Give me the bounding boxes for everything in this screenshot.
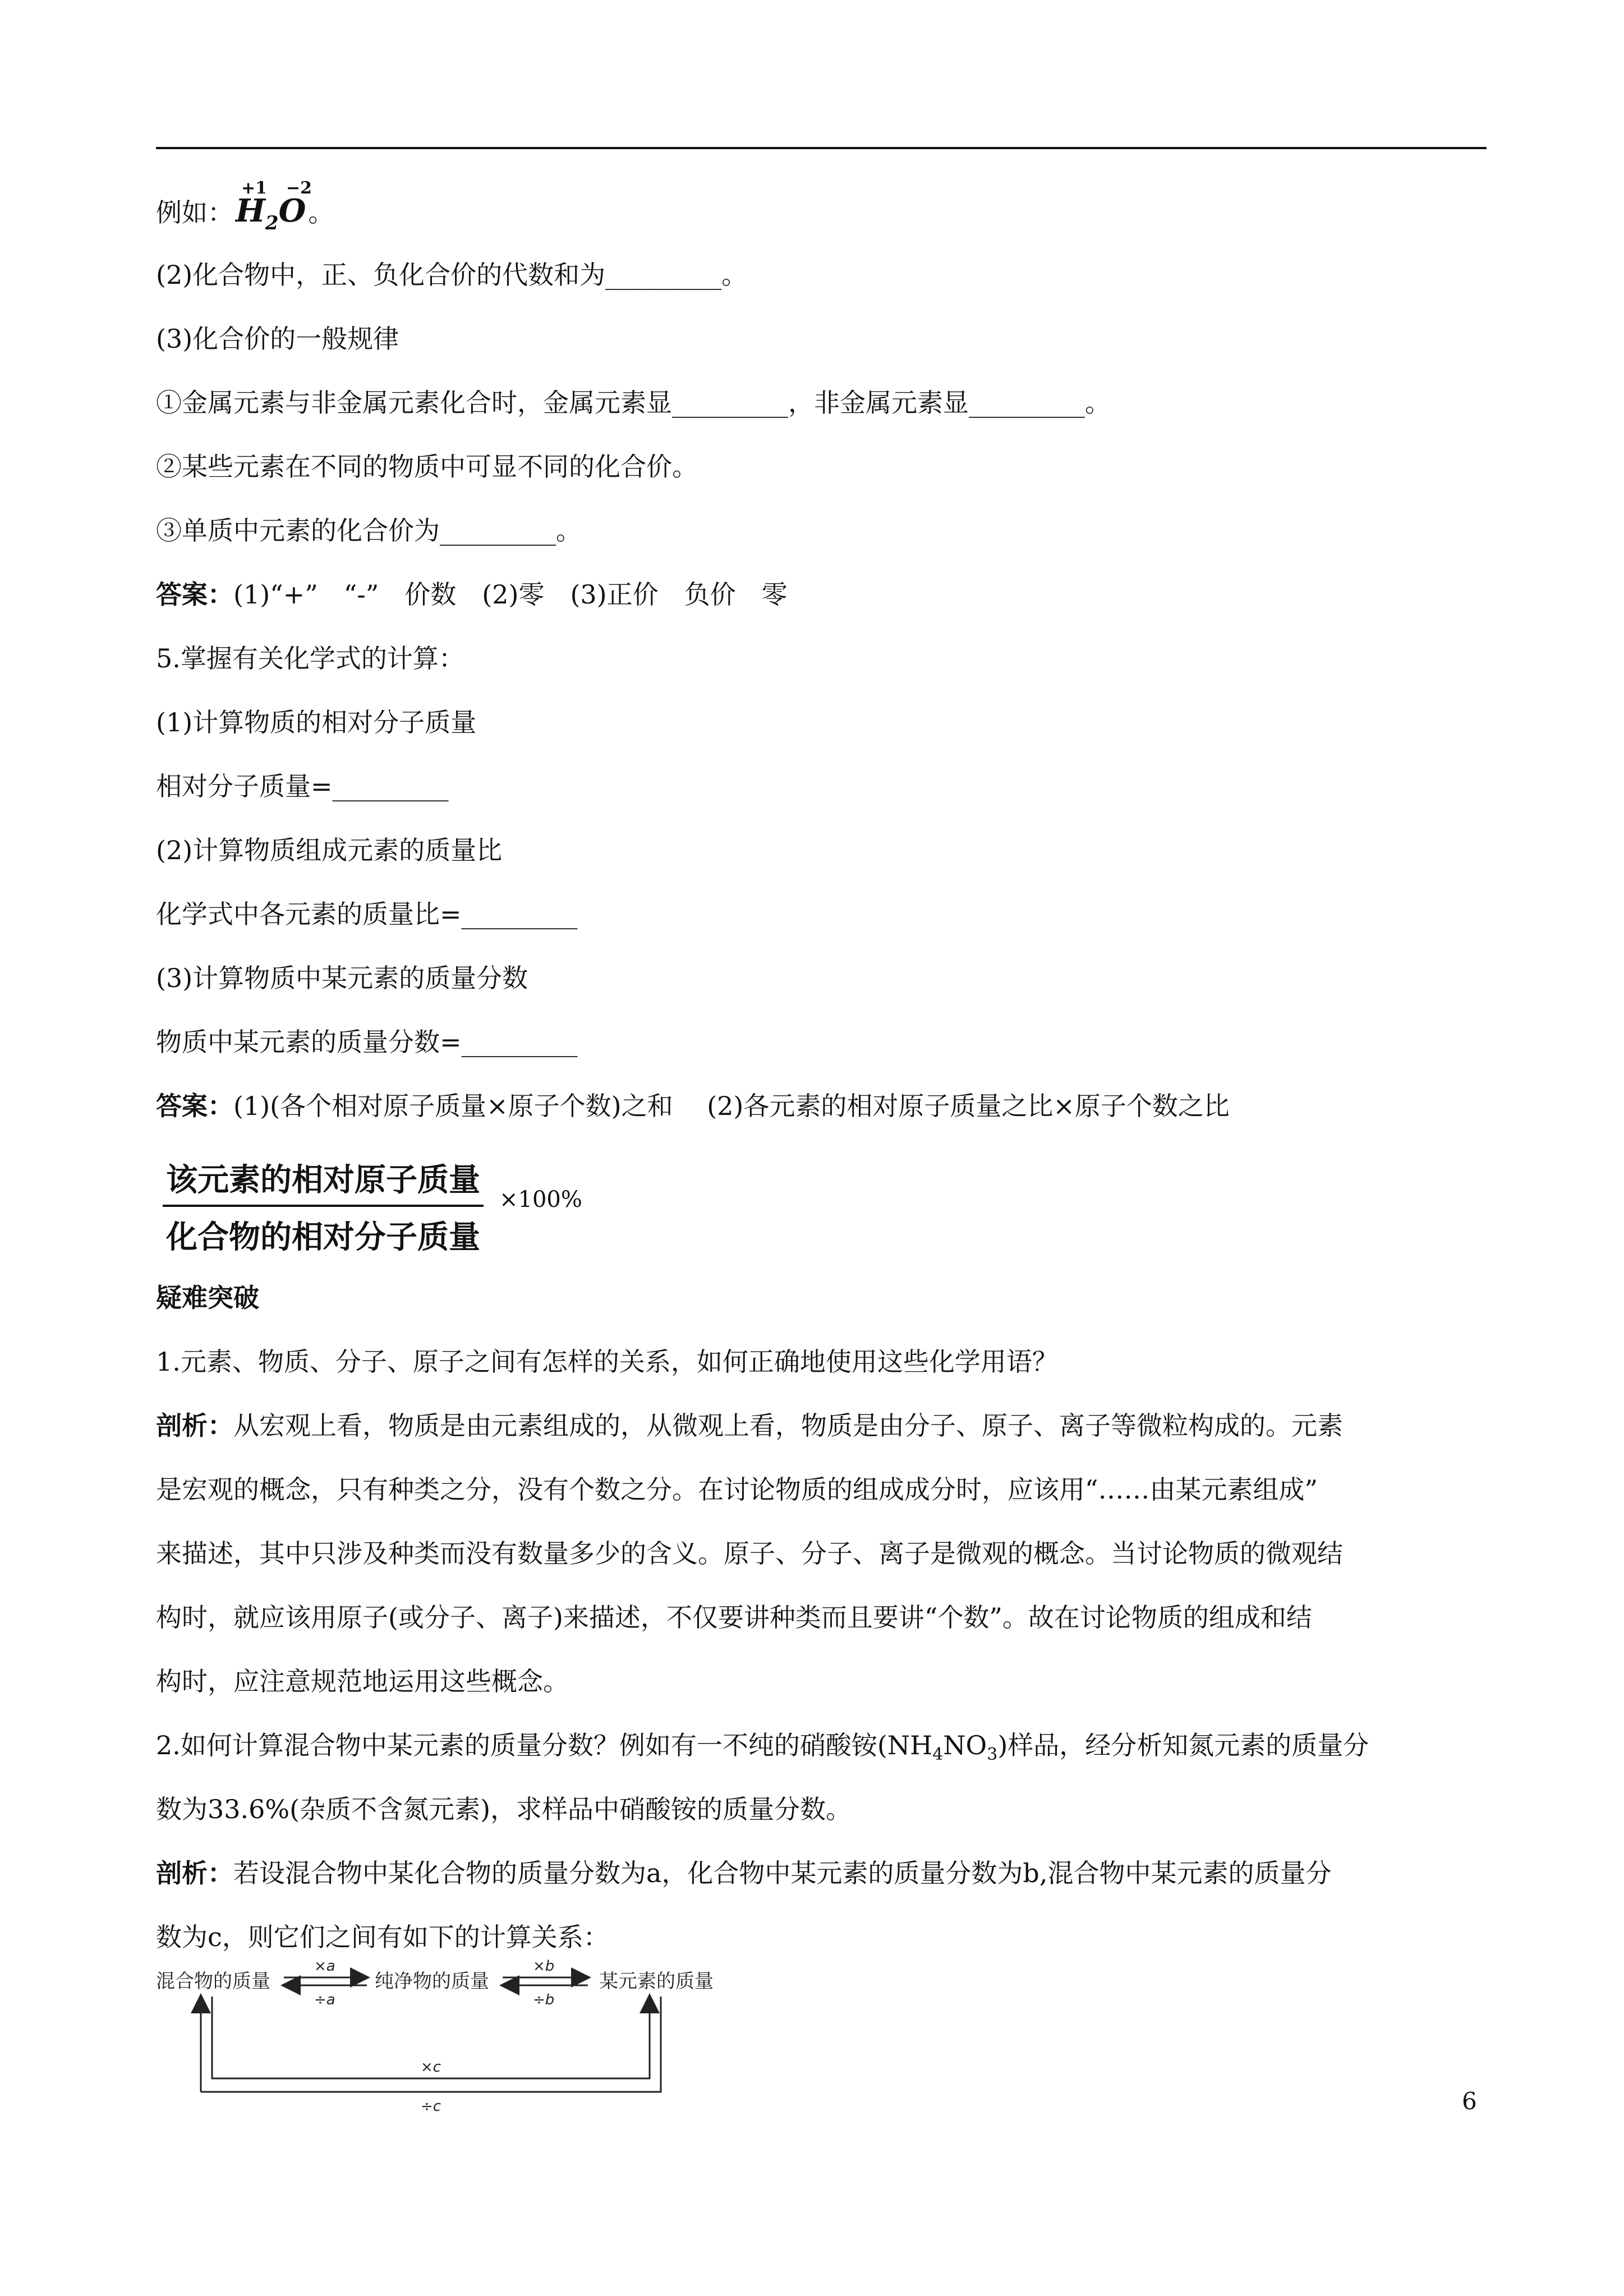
section-5: 5.掌握有关化学式的计算： — [156, 643, 464, 674]
answer-label: 答案： — [156, 579, 233, 610]
question-2: (2)化合物中，正、负化合价的代数和为_________。 — [156, 260, 748, 290]
calculation-diagram — [156, 1952, 751, 2120]
question-3-2: ②某些元素在不同的物质中可显不同的化合价。 — [156, 451, 698, 482]
problem-1-analysis-1: 剖析：从宏观上看，物质是由元素组成的，从微观上看，物质是由分子、原子、离子等微粒构成的。元素 — [156, 1410, 1343, 1441]
fraction-multiplier: ×100% — [499, 1187, 582, 1212]
answer-label: 答案： — [156, 1091, 233, 1121]
problem-2-analysis-2: 数为c，则它们之间有如下的计算关系： — [156, 1922, 609, 1952]
problem-1-question: 1.元素、物质、分子、原子之间有怎样的关系，如何正确地使用这些化学用语？ — [156, 1347, 1058, 1377]
calc-3-eq: 物质中某元素的质量分数=_________ — [156, 1027, 578, 1057]
answer-1: 答案：(1)“+” “-” 价数 (2)零 (3)正价 负价 零 — [156, 579, 788, 610]
node-pure-mass: 纯净物的质量 — [375, 1970, 489, 1993]
problem-1-analysis-5: 构时，应注意规范地运用这些概念。 — [156, 1666, 569, 1696]
problem-1-analysis-3: 来描述，其中只涉及种类而没有数量多少的含义。原子、分子、离子是微观的概念。当讨论物质的微观结 — [156, 1538, 1343, 1569]
node-mixture-mass: 混合物的质量 — [156, 1970, 270, 1993]
fraction-numerator: 该元素的相对原子质量 — [163, 1155, 484, 1207]
page-number: 6 — [1462, 2087, 1477, 2115]
label-times-b: ×b — [533, 1958, 555, 1975]
calc-1: (1)计算物质的相对分子质量 — [156, 707, 477, 737]
question-3: (3)化合价的一般规律 — [156, 324, 399, 354]
problem-2-question-2: 数为33.6%(杂质不含氮元素)，求样品中硝酸铵的质量分数。 — [156, 1794, 852, 1824]
label-divide-b: ÷b — [533, 1991, 555, 2008]
analysis-label: 剖析： — [156, 1410, 233, 1441]
answer-2: 答案：(1)(各个相对原子质量×原子个数)之和 (2)各元素的相对原子质量之比×原子个数之比 — [156, 1091, 1230, 1121]
calc-1-eq: 相对分子质量=_________ — [156, 771, 449, 801]
label-times-c: ×c — [421, 2059, 441, 2076]
mass-fraction-formula — [163, 1155, 484, 1257]
node-element-mass: 某元素的质量 — [599, 1970, 714, 1993]
label-divide-c: ÷c — [421, 2098, 441, 2115]
problem-1-analysis-2: 是宏观的概念，只有种类之分，没有个数之分。在讨论物质的组成成分时，应该用“……由某元素组成” — [156, 1474, 1318, 1505]
header-rule — [156, 147, 1487, 149]
question-3-1: ①金属元素与非金属元素化合时，金属元素显_________，非金属元素显_________。 — [156, 388, 1111, 418]
water-formula: +1 $H_2$ −2 O — [236, 178, 312, 234]
section-title: 疑难突破 — [156, 1283, 259, 1313]
calc-2-eq: 化学式中各元素的质量比=_________ — [156, 899, 578, 929]
problem-1-analysis-4: 构时，就应该用原子(或分子、离子)来描述，不仅要讲种类而且要讲“个数”。故在讨论物质的组成和结 — [156, 1602, 1312, 1633]
label-divide-a: ÷a — [314, 1991, 335, 2008]
question-3-3: ③单质中元素的化合价为_________。 — [156, 515, 582, 546]
calc-2: (2)计算物质组成元素的质量比 — [156, 835, 503, 865]
analysis-label: 剖析： — [156, 1858, 233, 1888]
calc-3: (3)计算物质中某元素的质量分数 — [156, 963, 528, 993]
fraction-denominator: 化合物的相对分子质量 — [166, 1219, 480, 1256]
problem-2-question-1: 2.如何计算混合物中某元素的质量分数？例如有一不纯的硝酸铵$(NH_4NO_3)$样品，经分析知氮元素的质量分 — [156, 1730, 1369, 1764]
label-times-a: ×a — [314, 1958, 335, 1975]
example-line: 例如： +1 $H_2$ −2 O。 — [156, 194, 334, 240]
problem-2-analysis-1: 剖析：若设混合物中某化合物的质量分数为a，化合物中某元素的质量分数为b,混合物中某元素的质量分 — [156, 1858, 1332, 1888]
